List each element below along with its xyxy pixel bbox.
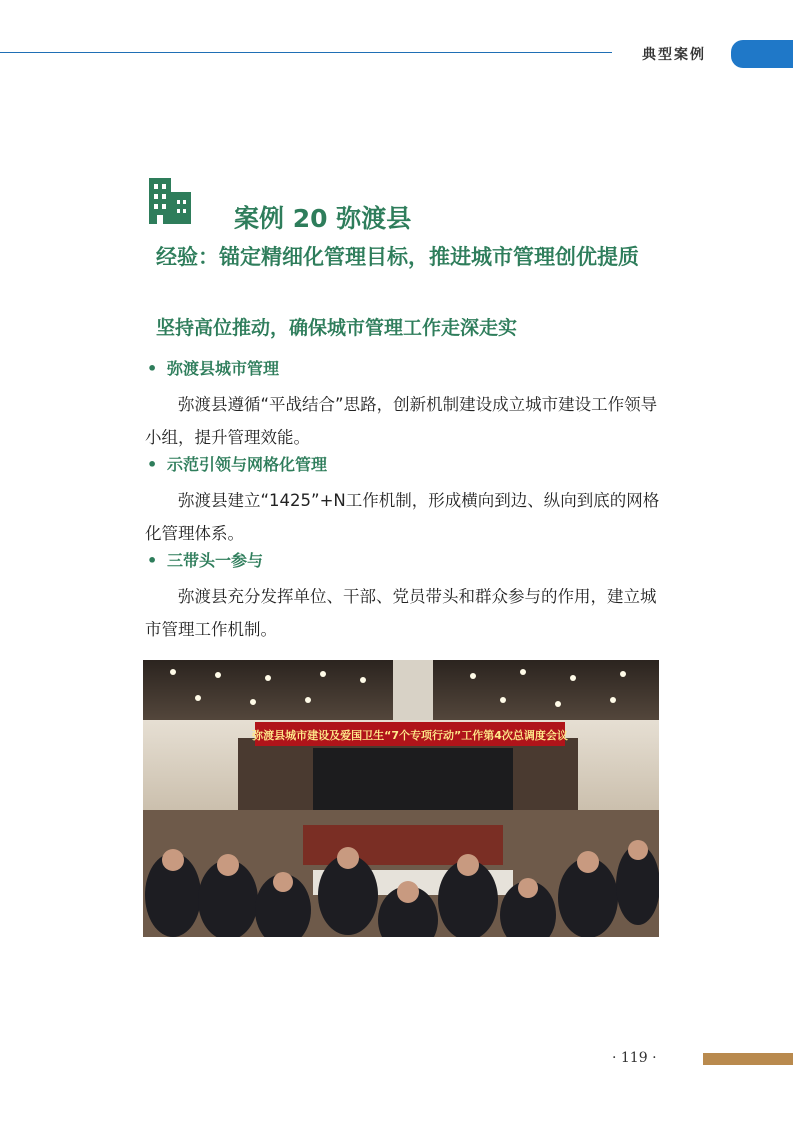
page-number: · 119 · bbox=[612, 1050, 657, 1066]
section-heading-text: 三带头一参与 bbox=[167, 551, 264, 570]
section-heading bbox=[145, 356, 665, 382]
section-body: 弥渡县充分发挥单位、干部、党员带头和群众参与的作用，建立城市管理工作机制。 bbox=[145, 587, 657, 639]
section-heading-text: 示范引领与网格化管理 bbox=[167, 455, 328, 474]
section-label: 典型案例 bbox=[642, 47, 706, 63]
footer-bar-decoration bbox=[703, 1053, 793, 1065]
meeting-photo bbox=[143, 660, 659, 937]
case-title: 案例 20 弥渡县 bbox=[234, 204, 412, 233]
bullet-icon: • bbox=[147, 551, 158, 570]
header-rule bbox=[0, 52, 612, 53]
header-tab-decoration bbox=[731, 40, 793, 68]
building-icon bbox=[147, 178, 195, 224]
experience-title: 经验：锚定精细化管理目标，推进城市管理创优提质 bbox=[156, 245, 639, 269]
bullet-icon: • bbox=[147, 455, 158, 474]
section-heading-text: 弥渡县城市管理 bbox=[167, 359, 280, 378]
section-body: 弥渡县建立“1425”+N工作机制，形成横向到边、纵向到底的网格化管理体系。 bbox=[145, 491, 660, 543]
section-city-management bbox=[145, 356, 665, 454]
section-grid-management bbox=[145, 452, 665, 550]
section-three-leads bbox=[145, 548, 665, 646]
section-heading bbox=[145, 452, 665, 478]
meeting-photo-illustration bbox=[143, 660, 659, 937]
subtitle: 坚持高位推动，确保城市管理工作走深走实 bbox=[156, 317, 518, 339]
bullet-icon: • bbox=[147, 359, 158, 378]
banner-text: 弥渡县城市建设及爱国卫生“7个专项行动”工作第4次总调度会议 bbox=[252, 729, 568, 742]
section-heading bbox=[145, 548, 665, 574]
section-body: 弥渡县遵循“平战结合”思路，创新机制建设成立城市建设工作领导小组，提升管理效能。 bbox=[145, 395, 658, 447]
